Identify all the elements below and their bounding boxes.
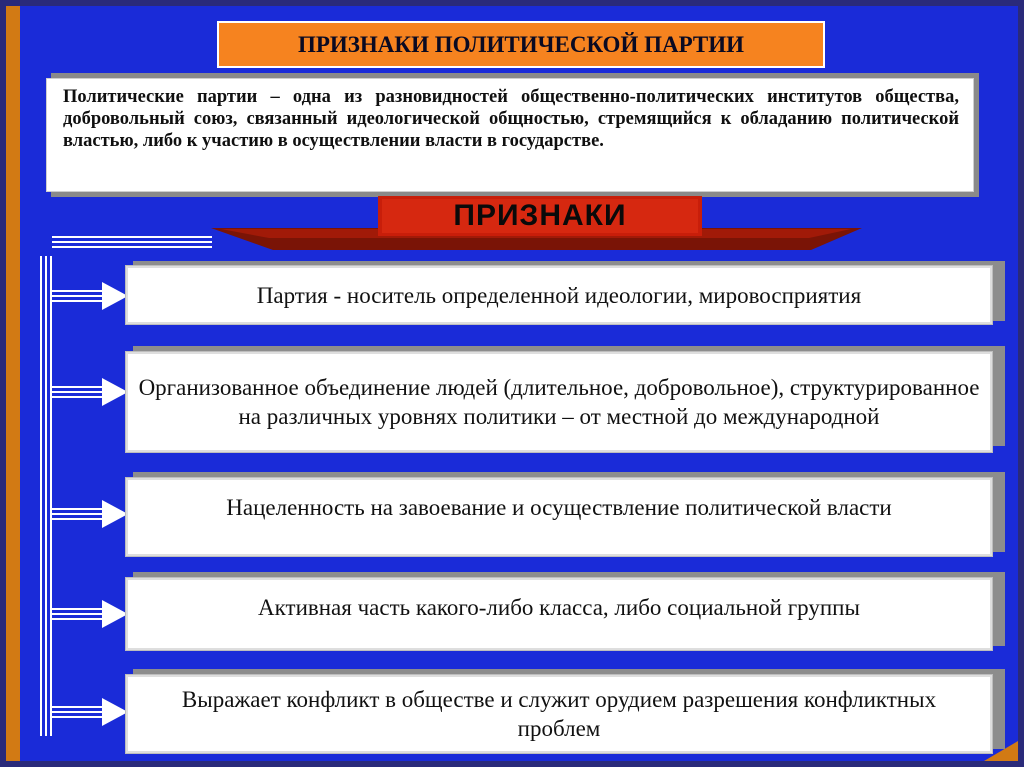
feature-card <box>126 578 992 650</box>
feature-text: Выражает конфликт в обществе и служит орудием разрешения конфликтных проблем <box>181 687 937 741</box>
arrow-right-icon <box>102 600 128 628</box>
feature-text: Партия - носитель определенной идеологии, мировосприятия <box>256 282 862 308</box>
connector-branch <box>51 509 105 519</box>
feature-card <box>126 478 992 556</box>
connector-branch <box>51 609 105 619</box>
connector-top-rule <box>52 237 212 247</box>
arrow-right-icon <box>102 698 128 726</box>
connector-branch <box>51 387 105 397</box>
slide-title: ПРИЗНАКИ ПОЛИТИЧЕСКОЙ ПАРТИИ <box>297 31 745 57</box>
arrow-right-icon <box>102 378 128 406</box>
feature-text: Нацеленность на завоевание и осуществление политической власти <box>226 495 892 520</box>
feature-text: Организованное объединение людей (длительное, добровольное), структурированное на различных уровнях политики – от местной до международной <box>138 375 980 429</box>
corner-decoration <box>984 741 1018 761</box>
feature-text: Активная часть какого-либо класса, либо социальной группы <box>258 595 860 620</box>
arrow-right-icon <box>102 282 128 310</box>
definition-text: Политические партии – одна из разновидностей общественно-политических институтов общества, добровольный союз, связанный идеологической общностью, стремящийся к обладанию политической властью, либо к участию в осуществлении власти в государстве. <box>63 87 959 151</box>
connector-branch <box>51 291 105 301</box>
connector-branch <box>51 707 105 717</box>
feature-card <box>126 675 992 753</box>
arrow-right-icon <box>102 500 128 528</box>
connector-vertical <box>41 256 51 736</box>
feature-card <box>126 266 992 324</box>
feature-card <box>126 352 992 452</box>
banner-label: ПРИЗНАКИ <box>453 199 627 232</box>
